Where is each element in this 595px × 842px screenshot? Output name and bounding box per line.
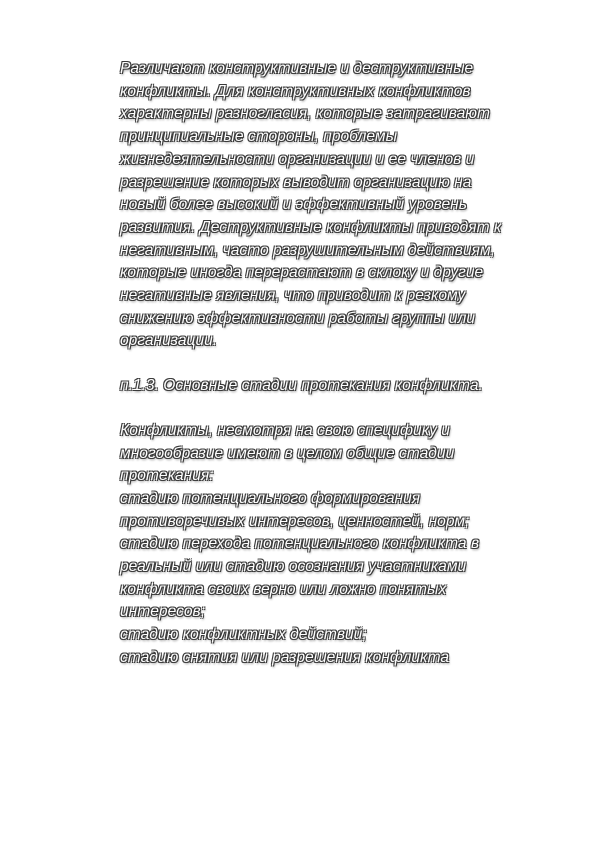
page-content <box>120 58 530 670</box>
text-line: которые иногда перерастают в склоку и другие <box>120 264 484 282</box>
text-line: характерны разногласия, которые затрагивают <box>120 105 490 123</box>
list-item-stage: стадию снятия или разрешения конфликта <box>120 648 450 666</box>
text-line: снижению эффективности работы группы или <box>120 309 476 327</box>
text-line: Различают конструктивные и деструктивные <box>120 60 474 77</box>
text-line: новый более высокий и эффективный уровень <box>120 196 467 214</box>
paragraph-spacer <box>120 353 530 375</box>
text-line: разрешение которых выводит организацию на <box>120 173 472 191</box>
text-line: Конфликты, несмотря на свою специфику и <box>120 421 450 439</box>
heading-text: п.1.3. Основные стадии протекания конфликта. <box>120 377 483 395</box>
list-item-stage: стадию конфликтных действий; <box>120 626 367 644</box>
paragraph-constructive-destructive <box>120 58 530 353</box>
text-line: протекания: <box>120 467 214 485</box>
text-line: интересов; <box>120 603 206 621</box>
text-line: жизнедеятельности организации и ее членов и <box>120 150 475 168</box>
text-line: многообразие имеют в целом общие стадии <box>120 444 455 462</box>
text-line: противоречивых интересов, ценностей, норм; <box>120 512 470 530</box>
text-line: организации. <box>120 332 218 350</box>
section-heading <box>120 375 530 398</box>
text-line: реальный или стадию осознания участниками <box>120 558 467 576</box>
text-line: конфликты. Для конструктивных конфликтов <box>120 82 471 100</box>
list-item-stage: стадию перехода потенциального конфликта в <box>120 535 480 553</box>
text-line: конфликта своих верно или ложно понятых <box>120 580 447 598</box>
paragraph-conflict-stages <box>120 420 530 670</box>
paragraph-spacer <box>120 398 530 420</box>
text-line: принципиальные стороны, проблемы <box>120 128 398 146</box>
text-line: негативные явления, что приводит к резкому <box>120 287 466 305</box>
text-line: развития. Деструктивные конфликты приводят к <box>120 218 502 236</box>
text-line: негативным, часто разрушительным действиям, <box>120 241 495 259</box>
list-item-stage: стадию потенциального формирования <box>120 489 421 507</box>
